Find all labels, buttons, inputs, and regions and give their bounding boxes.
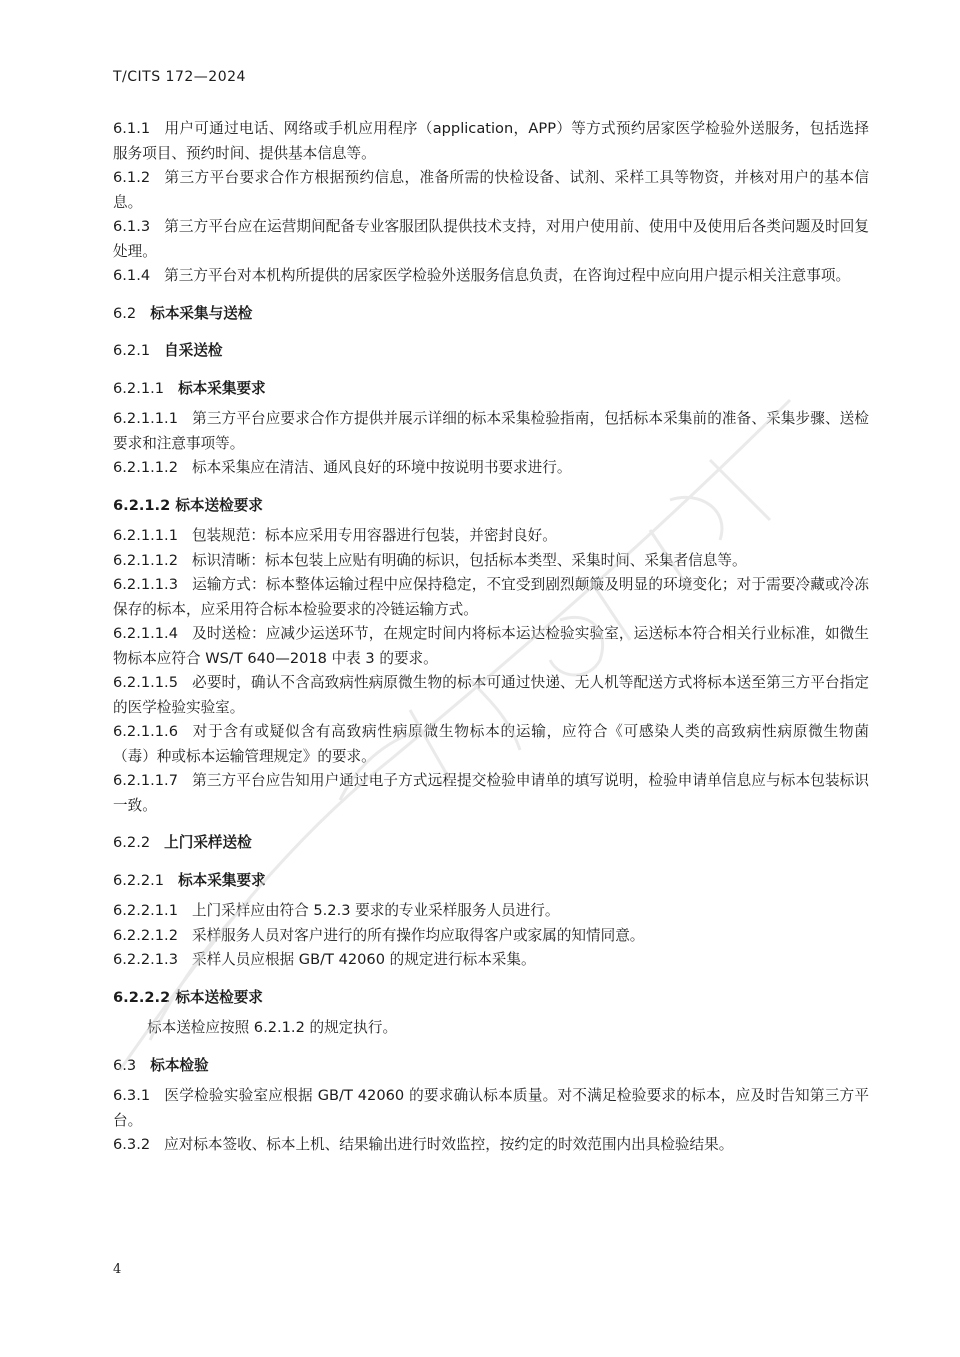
section-heading [113,1054,869,1079]
clause-number: 6.2.1.1.5 [113,674,178,691]
clause-text: 6.2.1.2 标本送检要求 [113,496,263,514]
clause-text: 采样人员应根据 GB/T 42060 的规定进行标本采集。 [191,951,536,968]
clause-paragraph [113,549,869,574]
clause-text: 第三方平台应在运营期间配备专业客服团队提供技术支持，对用户使用前、使用中及使用后各类问题及时回复处理。 [113,218,869,260]
section-heading [113,339,869,364]
clause-number: 6.2.1.1.6 [113,723,178,740]
clause-paragraph [113,524,869,549]
clause-text: 对于含有或疑似含有高致病性病原微生物标本的运输，应符合《可感染人类的高致病性病原微生物菌（毒）种或标本运输管理规定》的要求。 [113,723,869,765]
clause-text: 用户可通过电话、网络或手机应用程序（application，APP）等方式预约居家医学检验外送服务，包括选择服务项目、预约时间、提供基本信息等。 [113,120,869,162]
clause-number: 6.2.1.1.2 [113,551,178,569]
clause-paragraph [113,671,869,720]
clause-paragraph [113,924,869,949]
clause-text: 上门采样送检 [164,834,252,851]
clause-text: 标本采集要求 [178,379,266,397]
clause-paragraph [113,769,869,818]
clause-text: 6.2.2.2 标本送检要求 [113,988,263,1006]
clause-number: 6.2.1.1.4 [113,625,178,642]
clause-text: 运输方式：标本整体运输过程中应保持稳定，不宜受到剧烈颠簸及明显的环境变化；对于需要冷藏或冷冻保存的标本，应采用符合标本检验要求的冷链运输方式。 [113,576,869,618]
clause-text: 第三方平台应要求合作方提供并展示详细的标本采集检验指南，包括标本采集前的准备、采集步骤、送检要求和注意事项等。 [113,410,869,452]
section-heading [113,494,869,519]
clause-text: 标本送检应按照 6.2.1.2 的规定执行。 [147,1019,398,1036]
clause-text: 第三方平台对本机构所提供的居家医学检验外送服务信息负责，在咨询过程中应向用户提示相关注意事项。 [164,267,851,284]
clause-paragraph [113,948,869,973]
clause-paragraph [113,215,869,264]
clause-number: 6.1.4 [113,267,151,284]
clause-text: 必要时，确认不含高致病性病原微生物的标本可通过快递、无人机等配送方式将标本送至第三方平台指定的医学检验实验室。 [113,674,869,716]
indented-paragraph [113,1016,869,1041]
clause-text: 上门采样应由符合 5.2.3 要求的专业采样服务人员进行。 [191,902,560,919]
clause-text: 应对标本签收、标本上机、结果输出进行时效监控，按约定的时效范围内出具检验结果。 [164,1136,734,1153]
clause-paragraph [113,117,869,166]
clause-text: 标本采集要求 [178,871,266,889]
clause-text: 医学检验实验室应根据 GB/T 42060 的要求确认标本质量。对不满足检验要求的标本，应及时告知第三方平台。 [113,1087,869,1129]
clause-text: 第三方平台要求合作方根据预约信息，准备所需的快检设备、试剂、采样工具等物资，并核对用户的基本信息。 [113,169,869,211]
clause-paragraph [113,720,869,769]
clause-paragraph [113,899,869,924]
clause-number: 6.2.2.1.3 [113,951,178,968]
clause-text: 及时送检：应减少运送环节，在规定时间内将标本运达检验实验室，运送标本符合相关行业标准，如微生物标本应符合 WS/T 640—2018 中表 3 的要求。 [113,625,869,667]
clause-paragraph [113,264,869,289]
clause-number: 6.2.1.1.1 [113,410,178,427]
clause-text: 标识清晰：标本包装上应贴有明确的标识，包括标本类型、采集时间、采集者信息等。 [191,551,747,569]
clause-number: 6.2.1.1.2 [113,459,178,476]
clause-paragraph [113,166,869,215]
clause-text: 第三方平台应告知用户通过电子方式远程提交检验申请单的填写说明，检验申请单信息应与标本包装标识一致。 [113,772,869,814]
clause-number: 6.2.1.1.7 [113,772,178,789]
clause-number: 6.2.2.1.2 [113,926,178,944]
clause-number: 6.2.2 [113,834,151,851]
clause-number: 6.1.3 [113,218,151,235]
clause-paragraph [113,407,869,456]
page-number: 4 [113,1262,122,1277]
section-heading [113,377,869,402]
clause-text: 标本采集与送检 [150,304,253,322]
clause-paragraph [113,456,869,481]
clause-text: 标本检验 [150,1056,209,1074]
clause-number: 6.2.1.1.1 [113,527,178,544]
clause-number: 6.3.1 [113,1087,151,1104]
clause-text: 自采送检 [164,342,223,359]
clause-paragraph [113,573,869,622]
clause-number: 6.3.2 [113,1136,151,1153]
clause-number: 6.2.1.1.3 [113,576,178,593]
clause-number: 6.2.2.1 [113,871,165,889]
clause-paragraph [113,1084,869,1133]
clause-paragraph [113,622,869,671]
clause-number: 6.2.2.1.1 [113,902,178,919]
clause-number: 6.3 [113,1056,137,1074]
section-heading [113,986,869,1011]
clause-number: 6.1.1 [113,120,151,137]
clause-number: 6.2.1.1 [113,379,165,397]
clause-paragraph [113,1133,869,1158]
section-heading [113,869,869,894]
section-heading [113,831,869,856]
clause-number: 6.2.1 [113,342,151,359]
clause-number: 6.1.2 [113,169,151,186]
clause-text: 采样服务人员对客户进行的所有操作均应取得客户或家属的知情同意。 [191,926,645,944]
clause-text: 标本采集应在清洁、通风良好的环境中按说明书要求进行。 [191,459,572,476]
document-body [113,117,869,1158]
clause-number: 6.2 [113,304,137,322]
section-heading [113,302,869,327]
document-code: T/CITS 172—2024 [113,69,246,85]
clause-text: 包装规范：标本应采用专用容器进行包装，并密封良好。 [191,527,557,544]
